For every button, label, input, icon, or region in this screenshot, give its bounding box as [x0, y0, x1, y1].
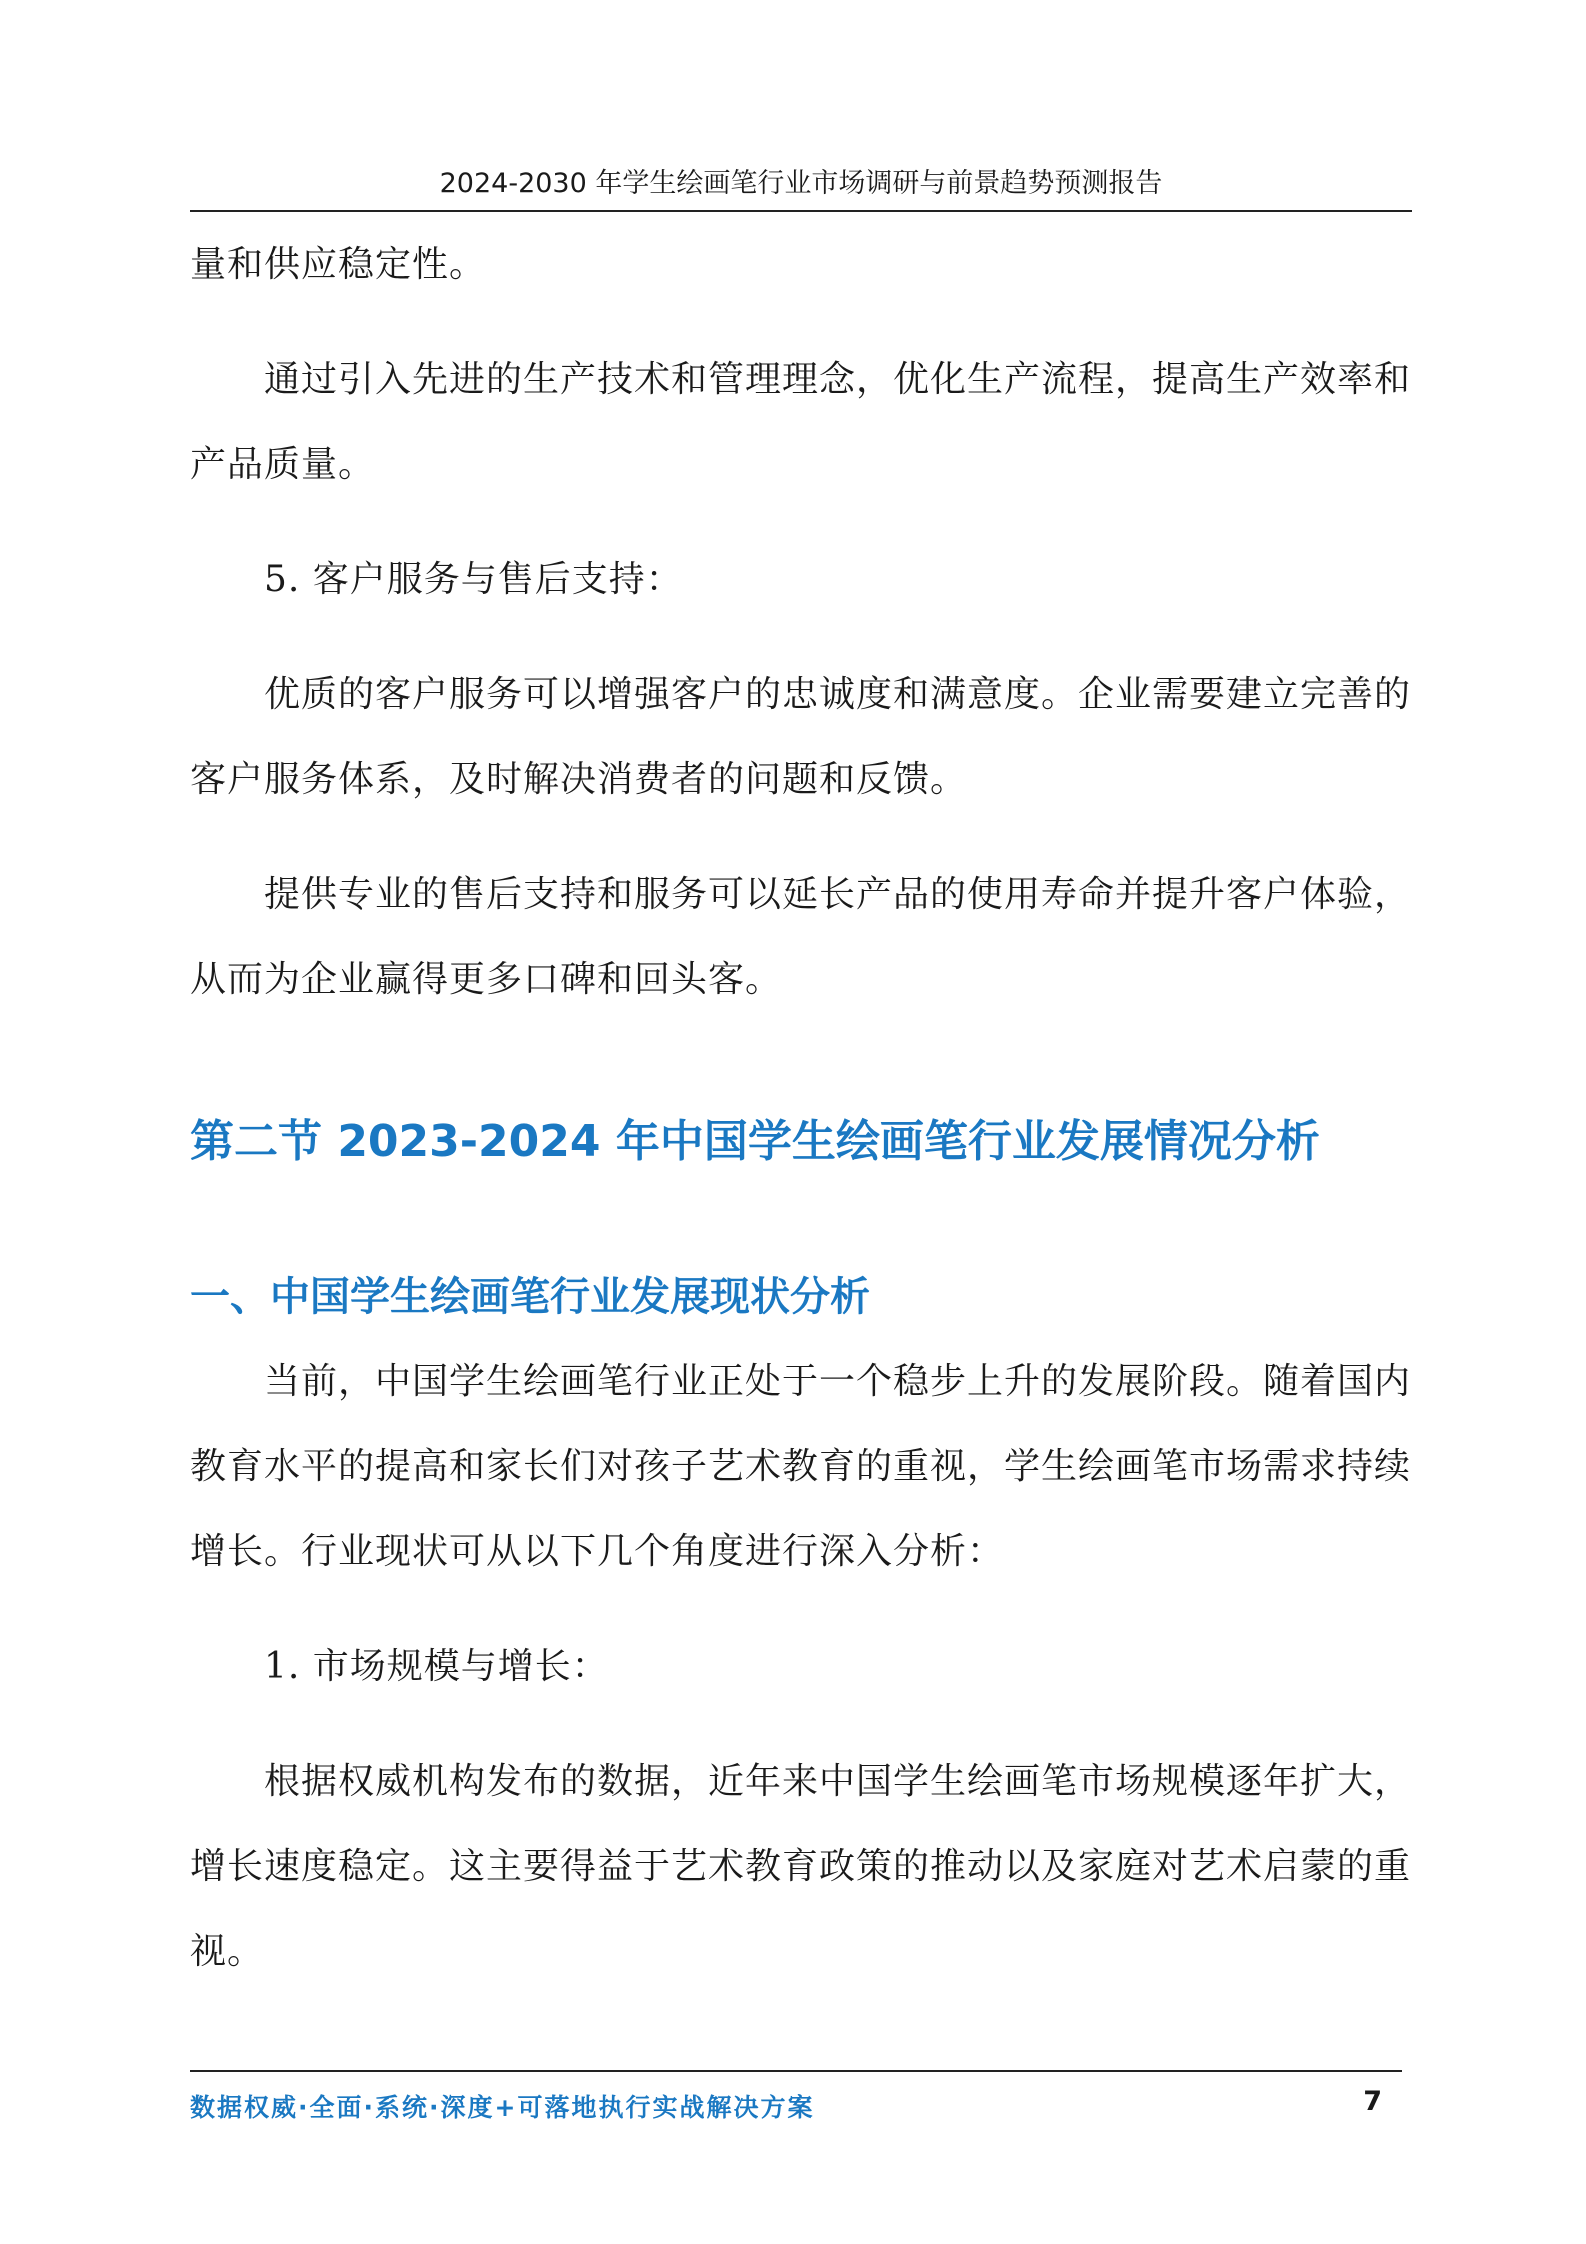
subsection-heading: 一、中国学生绘画笔行业发展现状分析 — [190, 1274, 870, 1320]
paragraph-market-size: 根据权威机构发布的数据，近年来中国学生绘画笔市场规模逐年扩大，增长速度稳定。这主要得益于艺术教育政策的推动以及家庭对艺术启蒙的重视。 — [190, 1761, 1412, 1972]
report-title: 2024-2030 年学生绘画笔行业市场调研与前景趋势预测报告 — [439, 168, 1163, 199]
section-heading: 第二节 2023-2024 年中国学生绘画笔行业发展情况分析 — [190, 1116, 1320, 1167]
page-header — [190, 158, 1412, 212]
page-number: 7 — [1363, 2086, 1382, 2117]
paragraph-current-status: 当前，中国学生绘画笔行业正处于一个稳步上升的发展阶段。随着国内教育水平的提高和家长们对孩子艺术教育的重视，学生绘画笔市场需求持续增长。行业现状可从以下几个角度进行深入分析： — [190, 1361, 1412, 1572]
page-footer — [190, 2070, 1402, 2132]
paragraph-customer-service: 优质的客户服务可以增强客户的忠诚度和满意度。企业需要建立完善的客户服务体系，及时解决消费者的问题和反馈。 — [190, 674, 1412, 800]
paragraph-production: 通过引入先进的生产技术和管理理念，优化生产流程，提高生产效率和产品质量。 — [190, 359, 1412, 485]
paragraph-continuation: 量和供应稳定性。 — [190, 244, 487, 285]
list-item-customer-service: 5. 客户服务与售后支持： — [264, 559, 683, 600]
page-content — [190, 222, 1412, 1994]
list-item-market-size: 1. 市场规模与增长： — [264, 1646, 609, 1687]
footer-slogan: 数据权威·全面·系统·深度+可落地执行实战解决方案 — [190, 2093, 815, 2122]
paragraph-after-sales: 提供专业的售后支持和服务可以延长产品的使用寿命并提升客户体验，从而为企业赢得更多口碑和回头客。 — [190, 874, 1412, 1000]
